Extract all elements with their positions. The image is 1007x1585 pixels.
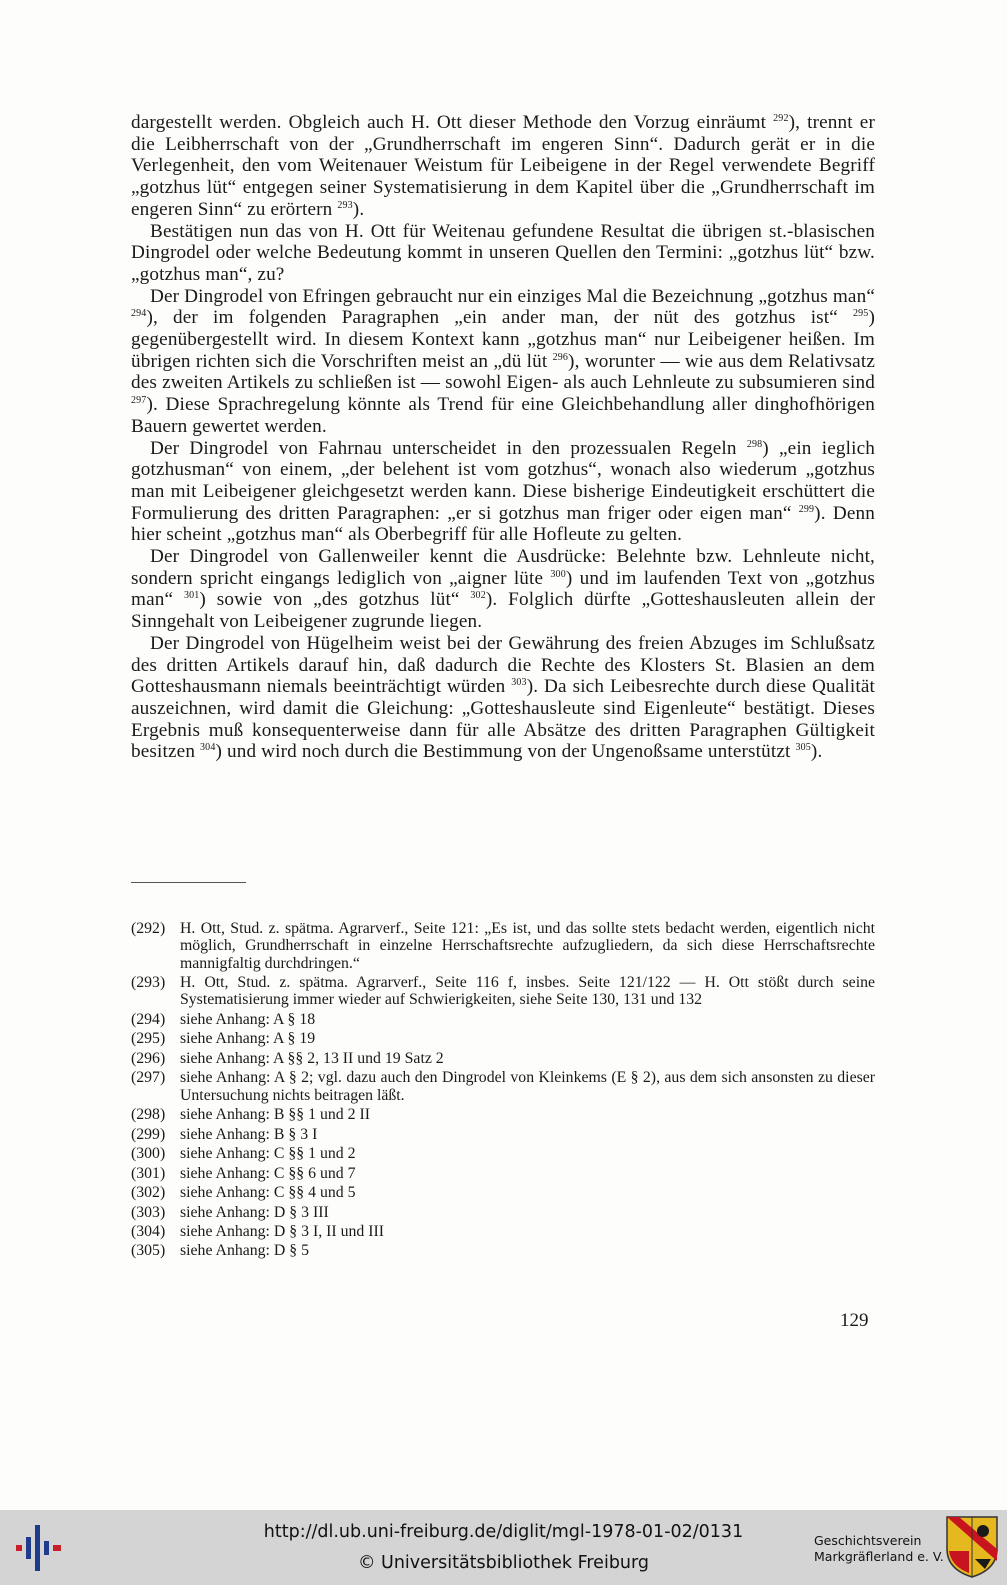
- text-run: Der Dingrodel von Gallenweiler kennt die Ausdrücke: Belehnte bzw. Lehnleute nicht, sondern spricht eingangs lediglich von „aigner lüte: [131, 546, 875, 589]
- footnote-number: (299): [131, 1125, 166, 1143]
- footnote: [131, 1242, 875, 1259]
- footnote-text: siehe Anhang: D § 5: [180, 1242, 309, 1260]
- footnote-ref: 292: [773, 113, 789, 124]
- footnote-number: (303): [131, 1203, 166, 1221]
- footnote-number: (300): [131, 1145, 166, 1163]
- paragraph: [131, 546, 875, 633]
- footnote: [131, 1106, 875, 1123]
- permalink-url[interactable]: http://dl.ub.uni-freiburg.de/diglit/mgl-1978-01-02/0131: [263, 1522, 744, 1542]
- footnote: [131, 920, 875, 972]
- text-run: ).: [352, 198, 365, 220]
- footnote-ref: 299: [798, 503, 815, 515]
- text-run: Der Dingrodel von Efringen gebraucht nur ein einziges Mal die Bezeichnung „gotzhus man“: [150, 285, 875, 307]
- society-name-line: Geschichtsverein: [814, 1533, 922, 1548]
- footnote-number: (305): [131, 1242, 166, 1260]
- paragraph: [131, 438, 875, 547]
- text-run: ). Diese Sprachregelung könnte als Trend für eine Gleichbehandlung aller dinghofhörigen Bauern gewertet werden.: [131, 394, 875, 437]
- text-run: Der Dingrodel von Fahrnau unterscheidet in den prozessualen Regeln: [150, 437, 747, 459]
- text-run: ) und wird noch durch die Bestimmung von der Ungenoßsame unterstützt: [215, 741, 796, 763]
- footnote-ref: 301: [183, 590, 200, 602]
- text-run: ) und im laufenden Text von „gotzhus man“: [131, 567, 875, 611]
- footnote-ref: 302: [470, 590, 486, 602]
- text-run: dargestellt werden. Obgleich auch H. Ott dieser Methode den Vorzug einräumt: [131, 112, 774, 133]
- footnote: [131, 1223, 875, 1240]
- paragraph: Bestätigen nun das von H. Ott für Weitenau gefundene Resultat die übrigen st.-blasischen Dingrodel oder welche Bedeutung kommt in unseren Quellen den Termini: „gotzhus lüt“ bzw. „gotzhus man“, zu?: [131, 220, 875, 285]
- text-run: Der Dingrodel von Hügelheim weist bei der Gewährung des freien Abzuges im Schlußsatz des dritten Artikels darauf hin, daß dadurch die Rechte des Klosters St. Blasien an dem Gotteshausmann niemals beeinträchtigt würden: [131, 632, 875, 698]
- footnote-text: siehe Anhang: A § 18: [180, 1010, 316, 1028]
- text-run: ) „ein ieglich gotzhusman“ von einem, „der belehent ist vom gotzhus“, wonach also wiederum „gotzhus man mit Leibeigener gleichgesetzt werden kann. Diese bisherige Eindeutigkeit erschüttert die Formulierung des dritten Paragraphen: „er si gotzhus man friger oder eigen man“: [131, 437, 875, 524]
- text-run: ). Denn hier scheint „gotzhus man“ als Oberbegriff für alle Hofleute zu gelten.: [131, 502, 876, 546]
- footnote: [131, 974, 875, 1009]
- footnote-text: siehe Anhang: A § 2; vgl. dazu auch den Dingrodel von Kleinkems (E § 2), aus dem sich ansonsten zu dieser Untersuchung nichts beitragen läßt.: [180, 1069, 875, 1104]
- footnotes: [131, 920, 875, 1262]
- text-run: ), der im folgenden Paragraphen „ein ander man, der nüt des gotzhus ist“: [146, 307, 853, 329]
- footnote: [131, 1184, 875, 1201]
- text-run: ), trennt er die Leibherrschaft von der „Grundherrschaft im engeren Sinn“. Dadurch gerät er in die Verlegenheit, den vom Weitenauer Weistum für Leibeigene in der Regel verwendete Begriff „gotzhus lüt“ entgegen seiner Systematisierung in dem Kapitel über die „Grundherrschaft im engeren Sinn“ zu erörtern: [131, 112, 875, 220]
- footnote-ref: 294: [131, 308, 147, 320]
- footnote-divider: [131, 882, 246, 883]
- paragraph: [131, 633, 875, 763]
- footnote-number: (296): [131, 1049, 166, 1067]
- footnote: [131, 1126, 875, 1143]
- text-run: ).: [810, 741, 823, 763]
- text-run: ). Folglich dürfte „Gotteshausleuten allein der Sinngehalt von Leibeigener zugrunde liegen.: [131, 589, 875, 633]
- footnote-ref: 303: [511, 677, 527, 689]
- paragraph: [131, 286, 875, 438]
- footnote-ref: 296: [552, 351, 569, 363]
- text-run: ) gegenübergestellt wird. In diesem Kontext kann „gotzhus man“ nur Leibeigener heißen. Im übrigen richten sich die Vorschriften meist an „dü lüt: [131, 307, 875, 372]
- footnote: [131, 1030, 875, 1047]
- text-run: ), worunter — wie aus dem Relativsatz des zweiten Artikels zu schließen ist — sowohl Eigen- als auch Lehnleute zu subsumieren sind: [131, 350, 875, 394]
- footnote: [131, 1011, 875, 1028]
- text-run: ). Da sich Leibesrechte durch diese Qualität auszeichnen, wird damit die Gleichung: „Gotteshausleute sind Eigenleute“ bestätigt. Dieses Ergebnis muß konsequenterweise dann für alle Absätze des dritten Paragraphen Gültigkeit besitzen: [131, 676, 875, 763]
- footnote-text: siehe Anhang: A §§ 2, 13 II und 19 Satz 2: [180, 1049, 444, 1067]
- copyright-notice: © Universitätsbibliothek Freiburg: [357, 1553, 650, 1573]
- footnote-number: (304): [131, 1223, 166, 1240]
- footnote-text: siehe Anhang: C §§ 1 und 2: [180, 1145, 356, 1163]
- footnote-ref: 295: [853, 308, 869, 320]
- footnote-text: H. Ott, Stud. z. spätma. Agrarverf., Seite 121: „Es ist, und das sollte stets bedacht werden, eigentlich nicht möglich, Grundherrschaft in einzelne Herrschaftsrechte aufzugliedern, da sich diese Herrschaftsrechte mannigfaltig durchdringen.“: [180, 920, 875, 972]
- body-text: [131, 112, 875, 763]
- footnote-text: siehe Anhang: C §§ 4 und 5: [180, 1184, 356, 1202]
- footnote: [131, 1204, 875, 1221]
- footnote-ref: 304: [200, 742, 216, 754]
- footnote-number: (297): [131, 1069, 166, 1087]
- coat-of-arms-icon: [945, 1515, 999, 1579]
- footnote-ref: 305: [795, 742, 811, 754]
- footnote-ref: 300: [550, 568, 566, 580]
- page-number: 129: [840, 1310, 869, 1331]
- footnote-text: siehe Anhang: A § 19: [180, 1030, 316, 1048]
- footnote-text: H. Ott, Stud. z. spätma. Agrarverf., Seite 116 f, insbes. Seite 121/122 — H. Ott stößt durch seine Systematisierung immer wieder auf Schwierigkeiten, siehe Seite 130, 131 und 132: [180, 974, 875, 1009]
- footnote-number: (301): [131, 1164, 166, 1182]
- footnote-number: (295): [131, 1030, 166, 1048]
- footnote-text: siehe Anhang: B §§ 1 und 2 II: [180, 1106, 370, 1124]
- footnote: [131, 1145, 875, 1162]
- footnote-text: siehe Anhang: C §§ 6 und 7: [180, 1164, 356, 1182]
- footnote: [131, 1069, 875, 1104]
- footnote-number: (302): [131, 1184, 166, 1202]
- footnote-ref: 297: [131, 395, 147, 407]
- society-name: [814, 1533, 944, 1565]
- text-run: ) sowie von „des gotzhus lüt“: [199, 589, 471, 611]
- footnote-ref: 298: [746, 438, 763, 450]
- footnote-text: siehe Anhang: D § 3 I, II und III: [180, 1223, 384, 1240]
- footnote-number: (292): [131, 920, 166, 937]
- footnote-text: siehe Anhang: B § 3 I: [180, 1125, 318, 1143]
- footnote-number: (298): [131, 1106, 166, 1124]
- footnote: [131, 1050, 875, 1067]
- paragraph: [131, 112, 875, 221]
- footnote-number: (294): [131, 1010, 166, 1028]
- society-name-line: Markgräflerland e. V.: [814, 1549, 944, 1564]
- footnote-text: siehe Anhang: D § 3 III: [180, 1203, 329, 1221]
- viewer-footer: [0, 1510, 1007, 1585]
- footnote: [131, 1165, 875, 1182]
- footnote-number: (293): [131, 974, 166, 992]
- footnote-ref: 293: [337, 199, 353, 211]
